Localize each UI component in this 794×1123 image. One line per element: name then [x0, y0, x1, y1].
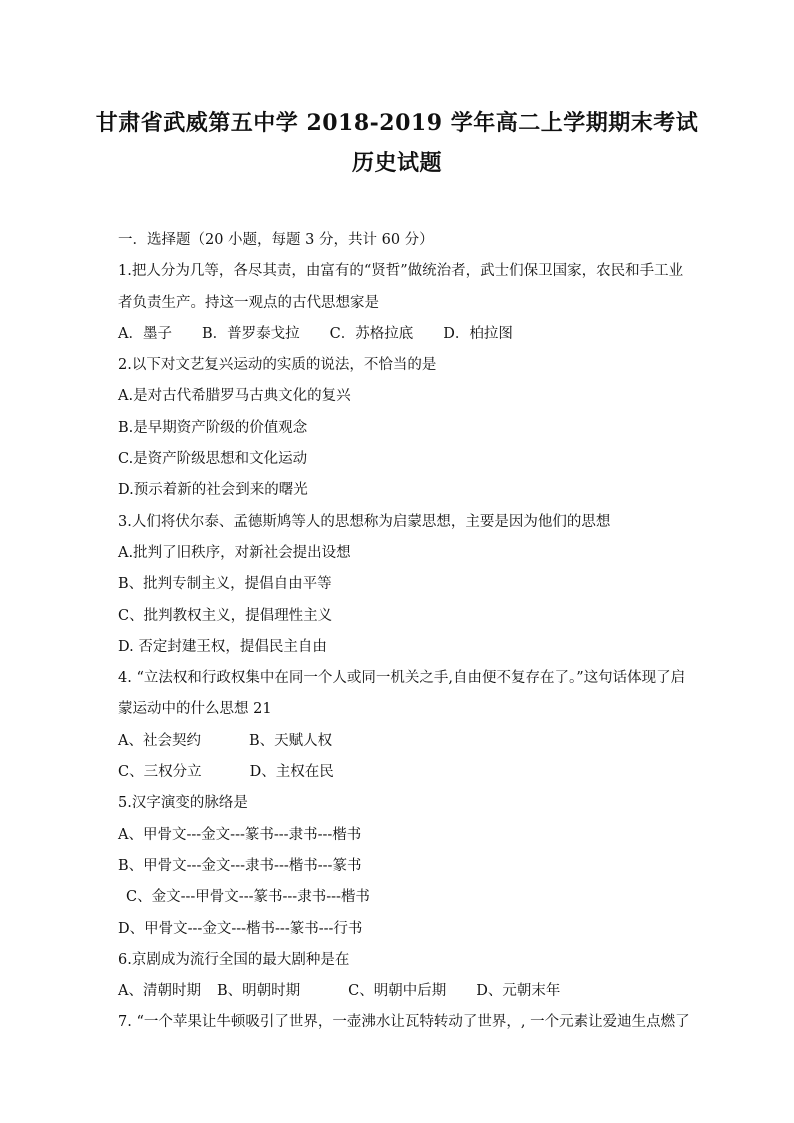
exam-body [118, 225, 690, 1039]
question-1-option-a: A．墨子 [118, 325, 172, 342]
question-4-option-a: A、社会契约 [118, 732, 201, 749]
question-5-option-b: B、甲骨文---金文---隶书---楷书---篆书 [118, 857, 362, 874]
question-2-stem: 2.以下对文艺复兴运动的实质的说法，不恰当的是 [118, 357, 437, 374]
exam-title: 甘肃省武威第五中学 2018-2019 学年高二上学期期末考试 [95, 110, 699, 136]
question-5-stem: 5.汉字演变的脉络是 [118, 795, 248, 812]
question-1-option-b: B．普罗泰戈拉 [201, 325, 300, 342]
question-4-options-row-2 [118, 757, 678, 788]
question-3-option-c: C、批判教权主义，提倡理性主义 [118, 607, 333, 624]
question-1-option-c: C．苏格拉底 [329, 325, 414, 342]
question-6-option-a: A、清朝时期 [118, 983, 201, 1000]
section-header: 一．选择题（20 小题，每题 3 分，共计 60 分） [118, 232, 434, 248]
question-4-option-d: D、主权在民 [249, 764, 334, 781]
question-2-option-a: A.是对古代希腊罗马古典文化的复兴 [118, 388, 351, 405]
question-3-option-d: D. 否定封建王权，提倡民主自由 [118, 638, 327, 655]
question-6-options [118, 976, 678, 1007]
question-3-stem: 3.人们将伏尔泰、孟德斯鸠等人的思想称为启蒙思想，主要是因为他们的思想 [118, 513, 611, 530]
question-2-option-b: B.是早期资产阶级的价值观念 [118, 419, 308, 436]
question-1-stem-line-1: 1.把人分为几等，各尽其责，由富有的“贤哲”做统治者，武士们保卫国家，农民和手工业 [118, 263, 684, 280]
question-4-options-row-1 [118, 726, 678, 757]
question-3-option-a: A.批判了旧秩序，对新社会提出设想 [118, 544, 351, 561]
exam-subtitle: 历史试题 [351, 150, 442, 176]
question-6-option-b: B、明朝时期 [216, 983, 301, 1000]
question-1-option-d: D．柏拉图 [443, 325, 513, 342]
question-1-options [118, 319, 678, 350]
question-4-stem-line-1: 4. “立法权和行政权集中在同一个人或同一机关之手,自由便不复存在了。”这句话体现了启 [118, 670, 686, 687]
question-4-option-b: B、天赋人权 [248, 732, 333, 749]
question-1-stem-line-2: 者负责生产。持这一观点的古代思想家是 [118, 294, 379, 311]
question-2-option-c: C.是资产阶级思想和文化运动 [118, 451, 308, 468]
question-4-option-c: C、三权分立 [118, 764, 202, 781]
question-6-option-c: C、明朝中后期 [348, 983, 447, 1000]
question-3-option-b: B、批判专制主义，提倡自由平等 [118, 576, 332, 593]
question-6-stem: 6.京剧成为流行全国的最大剧种是在 [118, 951, 350, 968]
question-2-option-d: D.预示着新的社会到来的曙光 [118, 482, 308, 499]
question-5-option-a: A、甲骨文---金文---篆书---隶书---楷书 [118, 826, 362, 843]
question-6-option-d: D、元朝末年 [476, 983, 561, 1000]
question-7-stem: 7. “一个苹果让牛顿吸引了世界，一壶沸水让瓦特转动了世界，, 一个元素让爱迪生点燃了 [118, 1014, 690, 1031]
question-5-option-d: D、甲骨文---金文---楷书---篆书---行书 [118, 920, 363, 937]
question-4-stem-line-2: 蒙运动中的什么思想 21 [118, 701, 272, 718]
question-5-option-c: C、金文---甲骨文---篆书---隶书---楷书 [126, 889, 370, 906]
